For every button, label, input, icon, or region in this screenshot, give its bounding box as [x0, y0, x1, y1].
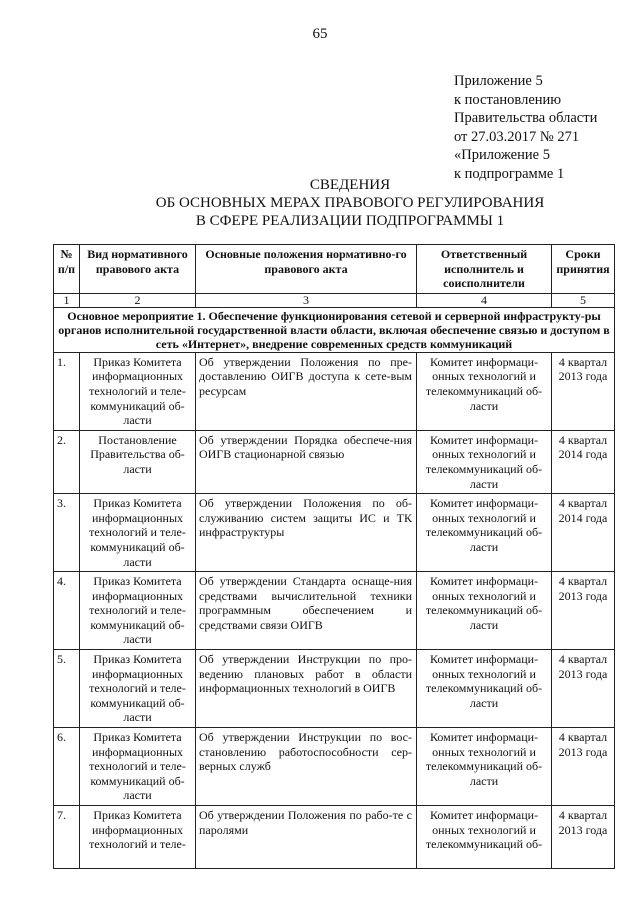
act-type: Приказ Комитета информационных технологий и теле- [80, 806, 196, 869]
header-term: Сроки принятия [552, 245, 615, 294]
table-row [54, 494, 615, 572]
title-line: В СФЕРЕ РЕАЛИЗАЦИИ ПОДПРОГРАММЫ 1 [195, 213, 505, 229]
table-row [54, 352, 615, 430]
act-provisions: Об утверждении Положения по пре-доставлению ОИГВ доступа к сете-вым ресурсам [196, 352, 417, 430]
executor: Комитет информаци-онных технологий и телекоммуникаций об-ласти [417, 572, 552, 650]
act-provisions: Об утверждении Положения по рабо-те с паролями [196, 806, 417, 869]
legal-measures-table [53, 244, 615, 869]
adoption-term: 4 квартал 2014 года [552, 494, 615, 572]
act-provisions: Об утверждении Порядка обеспече-ния ОИГВ стационарной связью [196, 430, 417, 493]
column-number: 3 [196, 293, 417, 307]
annex-line: «Приложение 5 [454, 147, 550, 164]
row-number: 4. [54, 572, 80, 650]
row-number: 3. [54, 494, 80, 572]
act-type: Постановление Правительства об-ласти [80, 430, 196, 493]
header-provisions: Основные положения нормативно-го правового акта [196, 245, 417, 294]
annex-line: Приложение 5 [454, 73, 543, 89]
table-header-row [54, 245, 615, 294]
column-number: 1 [54, 293, 80, 307]
row-number: 5. [54, 650, 80, 728]
column-number-row [54, 293, 615, 307]
annex-line: от 27.03.2017 № 271 [454, 128, 580, 145]
annex-reference [454, 72, 597, 184]
act-type: Приказ Комитета информационных технологий и теле-коммуникаций об-ласти [80, 352, 196, 430]
executor: Комитет информаци-онных технологий и телекоммуникаций об- [417, 806, 552, 869]
column-number: 4 [417, 293, 552, 307]
row-number: 2. [54, 430, 80, 493]
column-number: 5 [552, 293, 615, 307]
act-provisions: Об утверждении Стандарта оснаще-ния средствами вычислительной техники программным обеспечением и средствами связи ОИГВ [196, 572, 417, 650]
adoption-term: 4 квартал 2013 года [552, 806, 615, 869]
act-provisions: Об утверждении Инструкции по вос-становлению работоспособности сер-верных служб [196, 728, 417, 806]
document-title [60, 176, 640, 230]
title-line: СВЕДЕНИЯ [309, 177, 391, 193]
act-type: Приказ Комитета информационных технологий и теле-коммуникаций об-ласти [80, 572, 196, 650]
adoption-term: 4 квартал 2013 года [552, 352, 615, 430]
header-act-type: Вид нормативного правового акта [80, 245, 196, 294]
executor: Комитет информаци-онных технологий и телекоммуникаций об-ласти [417, 728, 552, 806]
adoption-term: 4 квартал 2014 года [552, 430, 615, 493]
section-row [54, 307, 615, 352]
adoption-term: 4 квартал 2013 года [552, 650, 615, 728]
act-provisions: Об утверждении Инструкции по про-ведению плановых работ в области информационных технологий в ОИГВ [196, 650, 417, 728]
table-row [54, 728, 615, 806]
executor: Комитет информаци-онных технологий и телекоммуникаций об-ласти [417, 352, 552, 430]
row-number: 1. [54, 352, 80, 430]
header-executor: Ответственный исполнитель и соисполнители [417, 245, 552, 294]
executor: Комитет информаци-онных технологий и телекоммуникаций об-ласти [417, 430, 552, 493]
act-type: Приказ Комитета информационных технологий и теле-коммуникаций об-ласти [80, 650, 196, 728]
act-type: Приказ Комитета информационных технологий и теле-коммуникаций об-ласти [80, 494, 196, 572]
act-type: Приказ Комитета информационных технологий и теле-коммуникаций об-ласти [80, 728, 196, 806]
executor: Комитет информаци-онных технологий и телекоммуникаций об-ласти [417, 494, 552, 572]
row-number: 6. [54, 728, 80, 806]
annex-line: к постановлению [454, 91, 562, 108]
act-provisions: Об утверждении Положения по об-служиванию систем защиты ИС и ТК инфраструктуры [196, 494, 417, 572]
annex-line: Правительства области [454, 110, 598, 127]
title-line: ОБ ОСНОВНЫХ МЕРАХ ПРАВОВОГО РЕГУЛИРОВАНИЯ [155, 195, 545, 211]
executor: Комитет информаци-онных технологий и телекоммуникаций об-ласти [417, 650, 552, 728]
row-number: 7. [54, 806, 80, 869]
adoption-term: 4 квартал 2013 года [552, 572, 615, 650]
column-number: 2 [80, 293, 196, 307]
table-row [54, 806, 615, 869]
header-number: № п/п [54, 245, 80, 294]
table-row [54, 572, 615, 650]
annex-line: к подпрограмме 1 [454, 165, 565, 182]
section-title: Основное мероприятие 1. Обеспечение функционирования сетевой и серверной инфраструкту-ры органов исполнительной государственной власти области, включая обеспечение связью и доступом в сеть «Интернет», внедрение современных средств коммуникаций [54, 307, 615, 352]
page-number: 65 [312, 26, 328, 42]
table-row [54, 430, 615, 493]
adoption-term: 4 квартал 2013 года [552, 728, 615, 806]
table-row [54, 650, 615, 728]
